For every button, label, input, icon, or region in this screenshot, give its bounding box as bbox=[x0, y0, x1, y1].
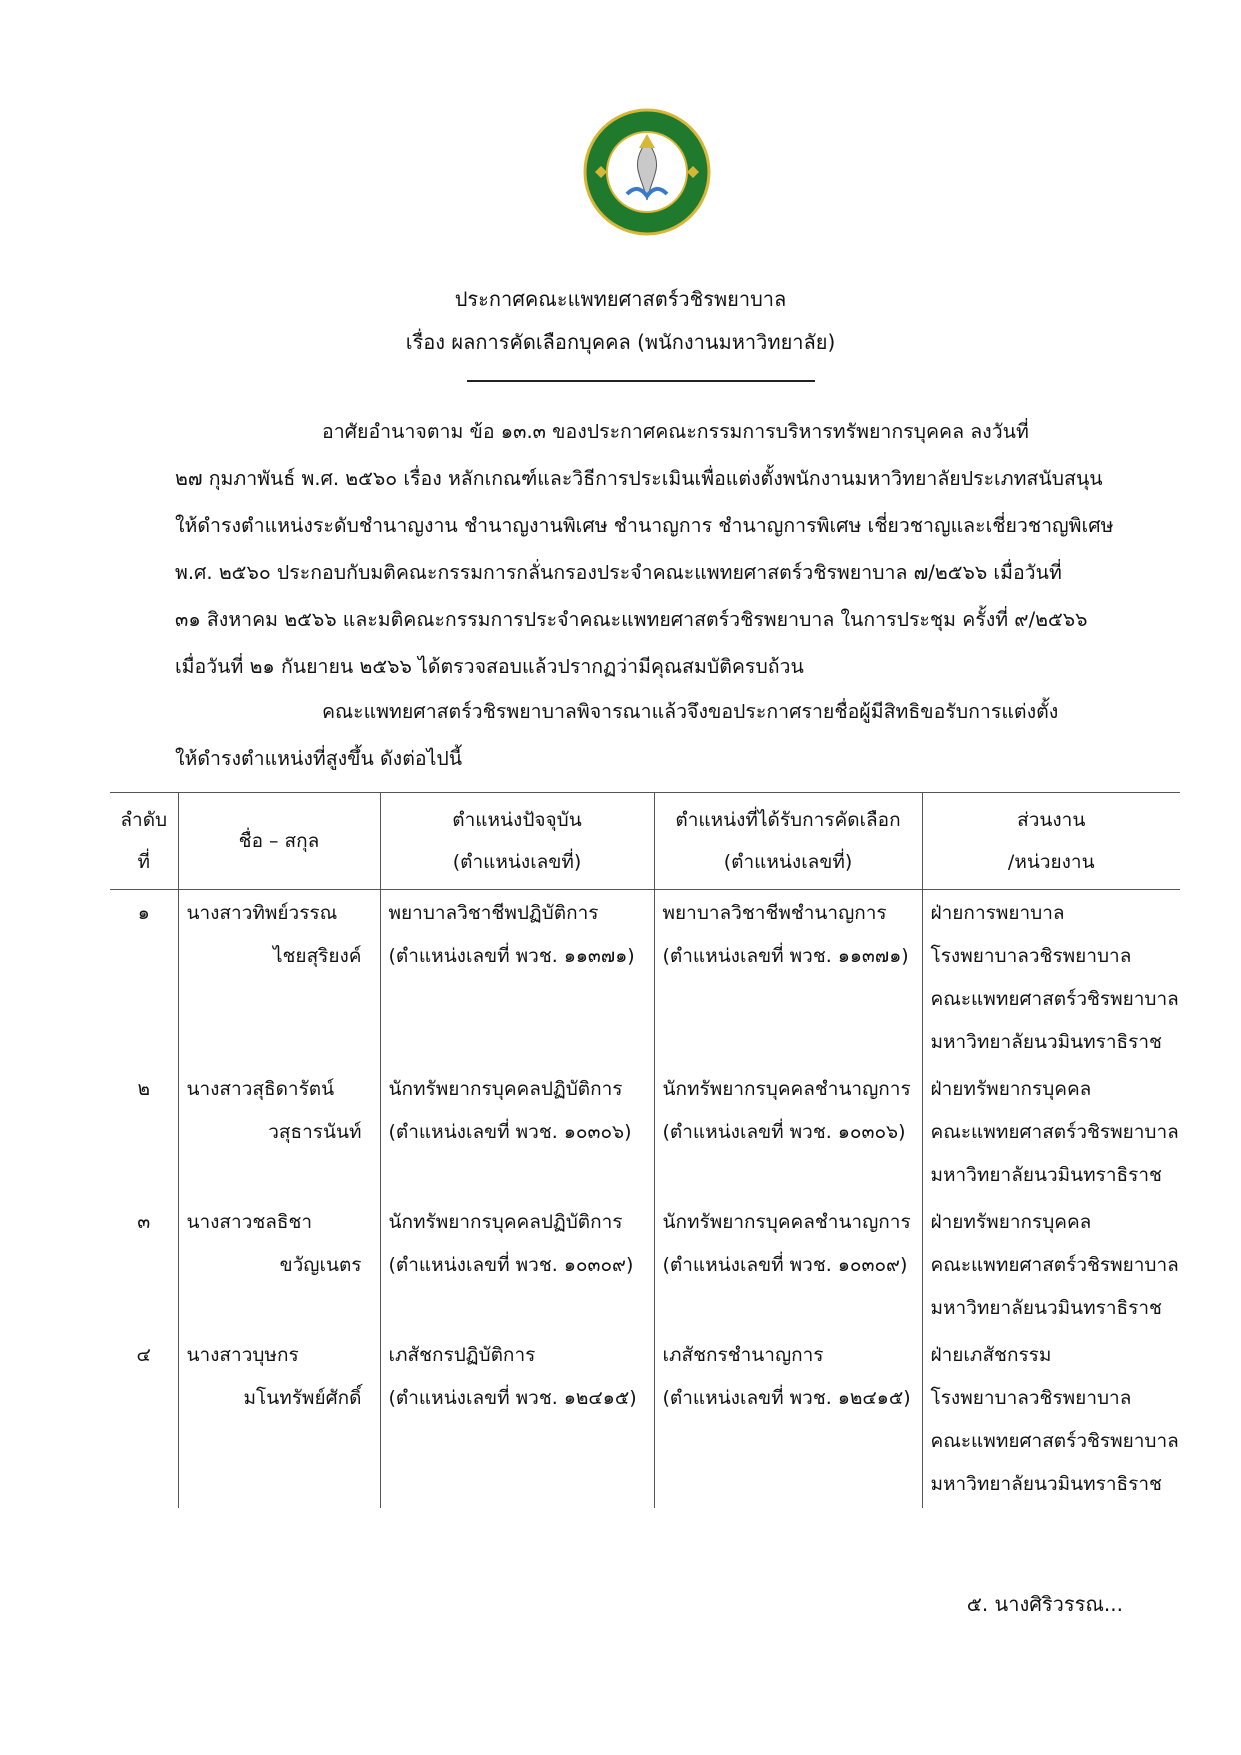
paragraph-announcement bbox=[175, 688, 1128, 782]
cell-current: พยาบาลวิชาชีพปฏิบัติการ (ตำแหน่งเลขที่ พวช. ๑๑๓๗๑) bbox=[380, 890, 654, 1067]
cell-selected: เภสัชกรชำนาญการ (ตำแหน่งเลขที่ พวช. ๑๒๔๑๕) bbox=[654, 1332, 922, 1508]
table-row bbox=[110, 1066, 1180, 1199]
title-underline bbox=[467, 380, 815, 382]
table-row bbox=[110, 890, 1180, 1067]
cell-name: นางสาวชลธิชา ขวัญเนตร bbox=[178, 1199, 380, 1332]
paragraph-line: อาศัยอำนาจตาม ข้อ ๑๓.๓ ของประกาศคณะกรรมการบริหารทรัพยากรบุคคล ลงวันที่ bbox=[322, 420, 1029, 443]
col-header-name: ชื่อ – สกุล bbox=[178, 793, 380, 890]
col-header-current: ตำแหน่งปัจจุบัน (ตำแหน่งเลขที่) bbox=[380, 793, 654, 890]
col-header-no: ลำดับ ที่ bbox=[110, 793, 178, 890]
paragraph-authority bbox=[175, 408, 1128, 690]
paragraph-line: ๓๑ สิงหาคม ๒๕๖๖ และมติคณะกรรมการประจำคณะแพทยศาสตร์วชิรพยาบาล ในการประชุม ครั้งที่ ๙/๒๕๖๖ bbox=[175, 608, 1088, 631]
cell-name: นางสาวบุษกร มโนทรัพย์ศักดิ์ bbox=[178, 1332, 380, 1508]
paragraph-line: พ.ศ. ๒๕๖๐ ประกอบกับมติคณะกรรมการกลั่นกรองประจำคณะแพทยศาสตร์วชิรพยาบาล ๗/๒๕๖๖ เมื่อวันที่ bbox=[175, 561, 1062, 584]
col-header-unit: ส่วนงาน /หน่วยงาน bbox=[922, 793, 1180, 890]
cell-unit: ฝ่ายทรัพยากรบุคคล คณะแพทยศาสตร์วชิรพยาบาล มหาวิทยาลัยนวมินทราธิราช bbox=[922, 1199, 1180, 1332]
paragraph-line: ให้ดำรงตำแหน่งระดับชำนาญงาน ชำนาญงานพิเศษ ชำนาญการ ชำนาญการพิเศษ เชี่ยวชาญและเชี่ยวชาญพิเศษ bbox=[175, 514, 1114, 537]
cell-name: นางสาวสุธิดารัตน์ วสุธารนันท์ bbox=[178, 1066, 380, 1199]
table-header-row bbox=[110, 793, 1180, 890]
cell-unit: ฝ่ายทรัพยากรบุคคล คณะแพทยศาสตร์วชิรพยาบาล มหาวิทยาลัยนวมินทราธิราช bbox=[922, 1066, 1180, 1199]
table-row bbox=[110, 1199, 1180, 1332]
cell-current: เภสัชกรปฏิบัติการ (ตำแหน่งเลขที่ พวช. ๑๒๔๑๕) bbox=[380, 1332, 654, 1508]
cell-selected: นักทรัพยากรบุคคลชำนาญการ (ตำแหน่งเลขที่ พวช. ๑๐๓๐๙) bbox=[654, 1199, 922, 1332]
university-seal-logo bbox=[583, 108, 711, 236]
cell-name: นางสาวทิพย์วรรณ ไชยสุริยงค์ bbox=[178, 890, 380, 1067]
cell-unit: ฝ่ายการพยาบาล โรงพยาบาลวชิรพยาบาล คณะแพทยศาสตร์วชิรพยาบาล มหาวิทยาลัยนวมินทราธิราช bbox=[922, 890, 1180, 1067]
cell-selected: พยาบาลวิชาชีพชำนาญการ (ตำแหน่งเลขที่ พวช. ๑๑๓๗๑) bbox=[654, 890, 922, 1067]
announcement-title: ประกาศคณะแพทยศาสตร์วชิรพยาบาล bbox=[454, 287, 787, 311]
selection-results-table bbox=[110, 792, 1180, 1508]
cell-no: ๑ bbox=[137, 902, 150, 924]
table-row bbox=[110, 1332, 1180, 1508]
announcement-subject: เรื่อง ผลการคัดเลือกบุคคล (พนักงานมหาวิทยาลัย) bbox=[405, 330, 836, 354]
paragraph-line: คณะแพทยศาสตร์วชิรพยาบาลพิจารณาแล้วจึงขอประกาศรายชื่อผู้มีสิทธิขอรับการแต่งตั้ง bbox=[322, 700, 1059, 723]
cell-no: ๓ bbox=[137, 1211, 151, 1233]
paragraph-line: เมื่อวันที่ ๒๑ กันยายน ๒๕๖๖ ได้ตรวจสอบแล้วปรากฏว่ามีคุณสมบัติครบถ้วน bbox=[175, 655, 804, 678]
continuation-note: ๕. นางศิริวรรณ... bbox=[966, 1592, 1123, 1616]
cell-no: ๔ bbox=[136, 1344, 151, 1366]
cell-no: ๒ bbox=[137, 1078, 151, 1100]
cell-current: นักทรัพยากรบุคคลปฏิบัติการ (ตำแหน่งเลขที่ พวช. ๑๐๓๐๙) bbox=[380, 1199, 654, 1332]
cell-selected: นักทรัพยากรบุคคลชำนาญการ (ตำแหน่งเลขที่ พวช. ๑๐๓๐๖) bbox=[654, 1066, 922, 1199]
cell-current: นักทรัพยากรบุคคลปฏิบัติการ (ตำแหน่งเลขที่ พวช. ๑๐๓๐๖) bbox=[380, 1066, 654, 1199]
cell-unit: ฝ่ายเภสัชกรรม โรงพยาบาลวชิรพยาบาล คณะแพทยศาสตร์วชิรพยาบาล มหาวิทยาลัยนวมินทราธิราช bbox=[922, 1332, 1180, 1508]
paragraph-line: ๒๗ กุมภาพันธ์ พ.ศ. ๒๕๖๐ เรื่อง หลักเกณฑ์และวิธีการประเมินเพื่อแต่งตั้งพนักงานมหาวิทยาลัยประเภทสนับสนุน bbox=[175, 467, 1103, 490]
paragraph-line: ให้ดำรงตำแหน่งที่สูงขึ้น ดังต่อไปนี้ bbox=[175, 747, 463, 770]
col-header-selected: ตำแหน่งที่ได้รับการคัดเลือก (ตำแหน่งเลขที่) bbox=[654, 793, 922, 890]
